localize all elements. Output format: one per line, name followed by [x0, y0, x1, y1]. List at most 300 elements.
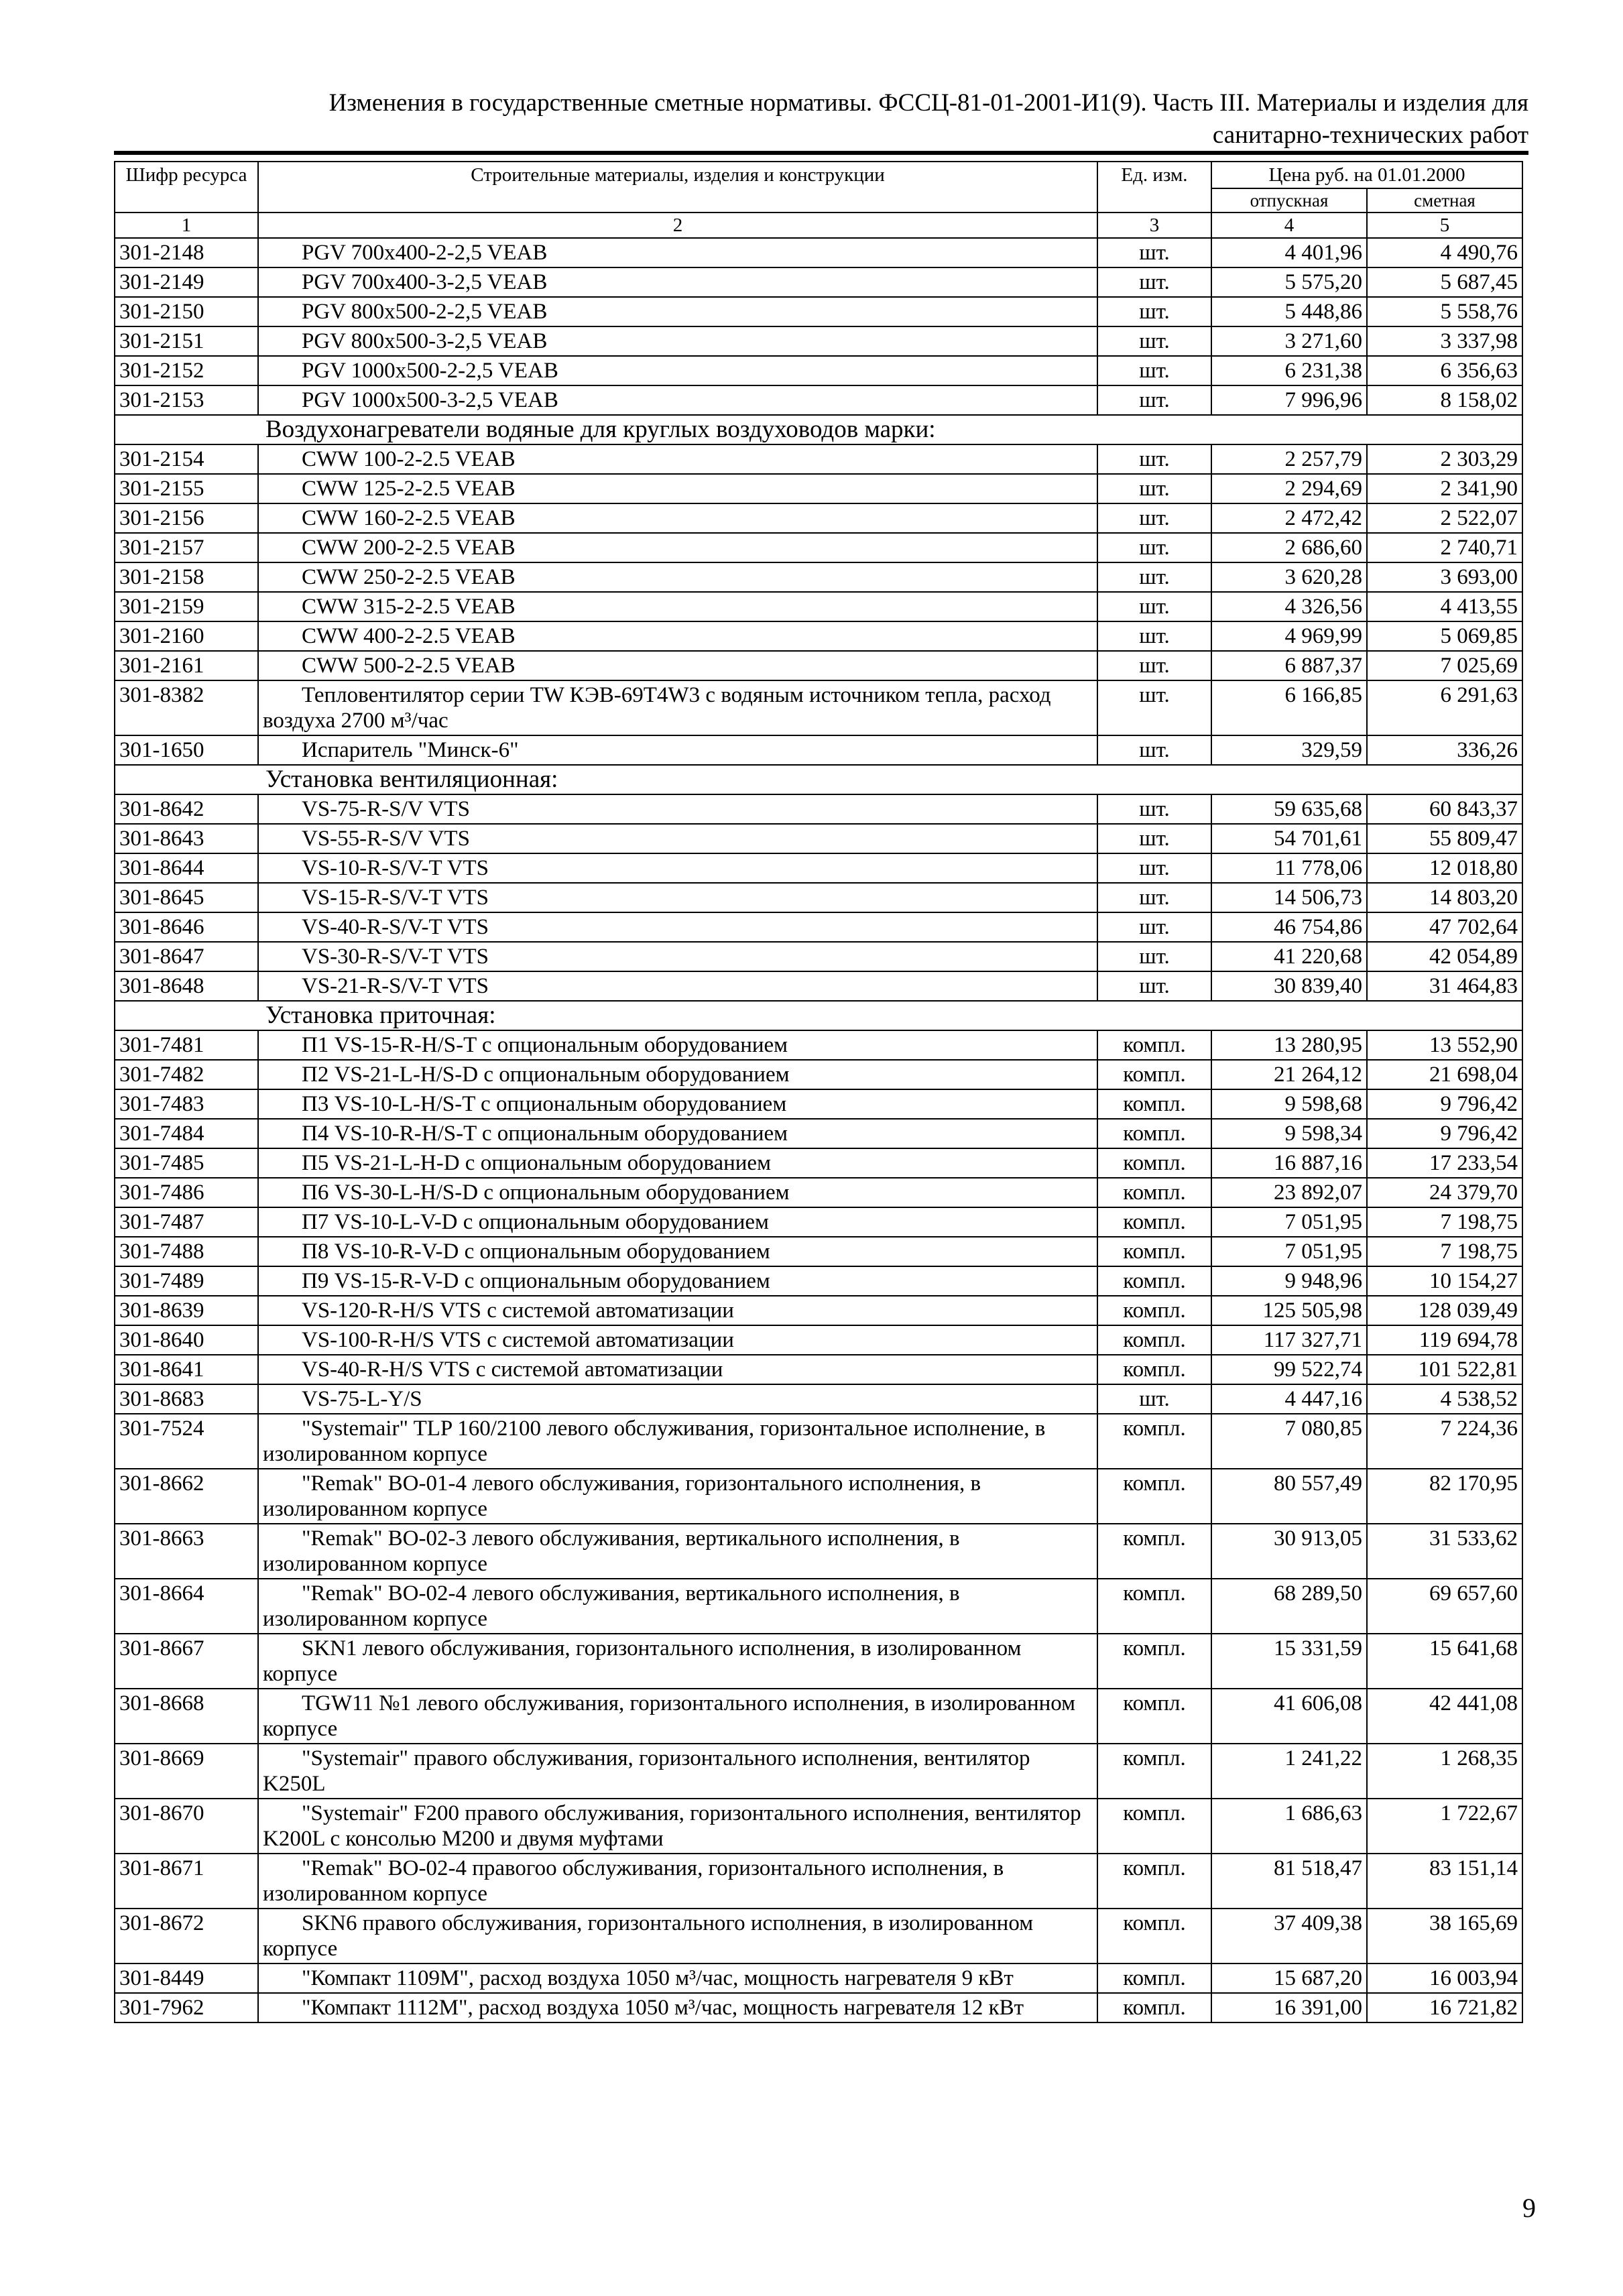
material-name — [258, 1524, 1097, 1579]
table-row — [115, 385, 1522, 415]
release-price: 13 280,95 — [1211, 1030, 1367, 1060]
material-name-text: CWW 250-2-2.5 VEAB — [302, 565, 516, 589]
estimate-price: 119 694,78 — [1367, 1325, 1522, 1355]
estimate-price: 82 170,95 — [1367, 1469, 1522, 1524]
table-row — [115, 853, 1522, 883]
material-name-text: П7 VS-10-L-V-D с опциональным оборудованием — [302, 1210, 769, 1234]
estimate-price: 15 641,68 — [1367, 1634, 1522, 1689]
material-name-text: TGW11 №1 левого обслуживания, горизонтального исполнения, в изолированном корпусе — [263, 1691, 1076, 1741]
material-name — [258, 942, 1097, 971]
resource-code: 301-8664 — [115, 1579, 258, 1634]
estimate-price: 2 303,29 — [1367, 444, 1522, 474]
estimate-price: 10 154,27 — [1367, 1266, 1522, 1296]
resource-code: 301-2153 — [115, 385, 258, 415]
unit-of-measure: компл. — [1097, 1089, 1211, 1119]
table-row — [115, 883, 1522, 912]
material-name — [258, 1744, 1097, 1799]
resource-code: 301-7485 — [115, 1148, 258, 1178]
material-name-text: "Remak" BO-01-4 левого обслуживания, горизонтального исполнения, в изолированном корпусе — [263, 1471, 981, 1521]
table-row — [115, 1634, 1522, 1689]
material-name-text: SKN6 правого обслуживания, горизонтального исполнения, в изолированном корпусе — [263, 1911, 1034, 1961]
table-row — [115, 1207, 1522, 1237]
release-price: 1 241,22 — [1211, 1744, 1367, 1799]
material-name — [258, 238, 1097, 267]
estimate-price: 2 740,71 — [1367, 533, 1522, 562]
table-body — [115, 238, 1522, 2022]
col-header-price-group: Цена руб. на 01.01.2000 — [1211, 162, 1522, 188]
release-price: 68 289,50 — [1211, 1579, 1367, 1634]
section-title — [115, 1001, 1522, 1030]
table-row — [115, 1854, 1522, 1909]
col-number: 5 — [1367, 213, 1522, 238]
table-row — [115, 1993, 1522, 2022]
section-title-text: Установка приточная: — [265, 1002, 496, 1029]
estimate-price: 9 796,42 — [1367, 1089, 1522, 1119]
resource-code: 301-2161 — [115, 651, 258, 680]
material-name — [258, 1207, 1097, 1237]
material-name — [258, 1799, 1097, 1854]
col-number: 3 — [1097, 213, 1211, 238]
estimate-price: 42 054,89 — [1367, 942, 1522, 971]
material-name — [258, 562, 1097, 592]
table-row — [115, 297, 1522, 326]
material-name — [258, 385, 1097, 415]
unit-of-measure: шт. — [1097, 503, 1211, 533]
table-row — [115, 444, 1522, 474]
release-price: 5 448,86 — [1211, 297, 1367, 326]
unit-of-measure: шт. — [1097, 267, 1211, 297]
material-name — [258, 1854, 1097, 1909]
material-name-text: PGV 700x400-2-2,5 VEAB — [302, 241, 548, 265]
table-row — [115, 267, 1522, 297]
unit-of-measure: компл. — [1097, 1325, 1211, 1355]
material-name-text: VS-40-R-S/V-T VTS — [302, 915, 489, 939]
resource-code: 301-2155 — [115, 474, 258, 503]
resource-code: 301-2151 — [115, 326, 258, 356]
material-name — [258, 533, 1097, 562]
estimate-price: 4 538,52 — [1367, 1384, 1522, 1414]
release-price: 15 687,20 — [1211, 1963, 1367, 1993]
release-price: 54 701,61 — [1211, 824, 1367, 853]
resource-code: 301-8662 — [115, 1469, 258, 1524]
unit-of-measure: шт. — [1097, 326, 1211, 356]
material-name-text: CWW 200-2-2.5 VEAB — [302, 536, 516, 560]
estimate-price: 1 722,67 — [1367, 1799, 1522, 1854]
material-name-text: П5 VS-21-L-H-D с опциональным оборудованием — [302, 1151, 771, 1175]
estimate-price: 1 268,35 — [1367, 1744, 1522, 1799]
material-name — [258, 735, 1097, 765]
table-row — [115, 1469, 1522, 1524]
material-name — [258, 297, 1097, 326]
resource-code: 301-8668 — [115, 1689, 258, 1744]
unit-of-measure: шт. — [1097, 883, 1211, 912]
material-name — [258, 592, 1097, 621]
resource-code: 301-7486 — [115, 1178, 258, 1207]
table-row — [115, 503, 1522, 533]
material-name — [258, 1963, 1097, 1993]
estimate-price: 8 158,02 — [1367, 385, 1522, 415]
table-row — [115, 1355, 1522, 1384]
table-row — [115, 942, 1522, 971]
resource-code: 301-8645 — [115, 883, 258, 912]
table-row — [115, 651, 1522, 680]
resource-code: 301-8683 — [115, 1384, 258, 1414]
table-row — [115, 592, 1522, 621]
resource-code: 301-8646 — [115, 912, 258, 942]
resource-code: 301-2157 — [115, 533, 258, 562]
release-price: 125 505,98 — [1211, 1296, 1367, 1325]
material-name — [258, 651, 1097, 680]
table-row — [115, 1799, 1522, 1854]
material-name-text: VS-10-R-S/V-T VTS — [302, 856, 489, 880]
col-header-release-price: отпускная — [1211, 188, 1367, 213]
unit-of-measure: шт. — [1097, 971, 1211, 1001]
resource-code: 301-2152 — [115, 356, 258, 385]
unit-of-measure: шт. — [1097, 356, 1211, 385]
table-row — [115, 1744, 1522, 1799]
material-name — [258, 1355, 1097, 1384]
table-row — [115, 1579, 1522, 1634]
material-name — [258, 326, 1097, 356]
unit-of-measure: компл. — [1097, 1060, 1211, 1089]
unit-of-measure: шт. — [1097, 735, 1211, 765]
resource-code: 301-7484 — [115, 1119, 258, 1148]
table-row — [115, 735, 1522, 765]
col-header-code: Шифр ресурса — [115, 162, 258, 213]
material-name — [258, 1689, 1097, 1744]
material-name — [258, 444, 1097, 474]
material-name — [258, 1296, 1097, 1325]
unit-of-measure: компл. — [1097, 1355, 1211, 1384]
release-price: 15 331,59 — [1211, 1634, 1367, 1689]
unit-of-measure: компл. — [1097, 1909, 1211, 1963]
unit-of-measure: компл. — [1097, 1148, 1211, 1178]
unit-of-measure: компл. — [1097, 1414, 1211, 1469]
release-price: 7 996,96 — [1211, 385, 1367, 415]
material-name — [258, 971, 1097, 1001]
release-price: 6 887,37 — [1211, 651, 1367, 680]
material-name-text: VS-120-R-H/S VTS с системой автоматизации — [302, 1298, 734, 1323]
release-price: 81 518,47 — [1211, 1854, 1367, 1909]
resource-code: 301-8670 — [115, 1799, 258, 1854]
material-name-text: П8 VS-10-R-V-D с опциональным оборудованием — [302, 1240, 770, 1264]
release-price: 4 401,96 — [1211, 238, 1367, 267]
material-name-text: "Remak" BO-02-4 левого обслуживания, вертикального исполнения, в изолированном корпусе — [263, 1581, 960, 1631]
material-name — [258, 1089, 1097, 1119]
release-price: 16 887,16 — [1211, 1148, 1367, 1178]
estimate-price: 6 356,63 — [1367, 356, 1522, 385]
resource-code: 301-7524 — [115, 1414, 258, 1469]
unit-of-measure: компл. — [1097, 1237, 1211, 1266]
unit-of-measure: шт. — [1097, 533, 1211, 562]
estimate-price: 14 803,20 — [1367, 883, 1522, 912]
material-name-text: VS-21-R-S/V-T VTS — [302, 974, 489, 998]
material-name — [258, 1414, 1097, 1469]
unit-of-measure: шт. — [1097, 680, 1211, 735]
table-row — [115, 1689, 1522, 1744]
col-number: 4 — [1211, 213, 1367, 238]
release-price: 9 598,68 — [1211, 1089, 1367, 1119]
material-name — [258, 356, 1097, 385]
release-price: 4 447,16 — [1211, 1384, 1367, 1414]
table-row — [115, 1414, 1522, 1469]
table-row — [115, 1909, 1522, 1963]
material-name — [258, 824, 1097, 853]
material-name-text: VS-15-R-S/V-T VTS — [302, 886, 489, 910]
header-line-1: Изменения в государственные сметные нормативы. ФССЦ-81-01-2001-И1(9). Часть III. Материалы и изделия для — [328, 89, 1528, 117]
unit-of-measure: компл. — [1097, 1854, 1211, 1909]
resource-code: 301-7487 — [115, 1207, 258, 1237]
release-price: 117 327,71 — [1211, 1325, 1367, 1355]
resource-code: 301-8667 — [115, 1634, 258, 1689]
col-header-unit: Ед. изм. — [1097, 162, 1211, 213]
table-row — [115, 680, 1522, 735]
estimate-price: 13 552,90 — [1367, 1030, 1522, 1060]
unit-of-measure: шт. — [1097, 297, 1211, 326]
material-name-text: CWW 400-2-2.5 VEAB — [302, 624, 516, 648]
resource-code: 301-2159 — [115, 592, 258, 621]
resource-code: 301-7962 — [115, 1993, 258, 2022]
resource-code: 301-2148 — [115, 238, 258, 267]
unit-of-measure: шт. — [1097, 912, 1211, 942]
material-name-text: SKN1 левого обслуживания, горизонтального исполнения, в изолированном корпусе — [263, 1636, 1022, 1686]
estimate-price: 24 379,70 — [1367, 1178, 1522, 1207]
unit-of-measure: компл. — [1097, 1744, 1211, 1799]
material-name-text: VS-30-R-S/V-T VTS — [302, 945, 489, 969]
col-header-name: Строительные материалы, изделия и конструкции — [258, 162, 1097, 213]
release-price: 37 409,38 — [1211, 1909, 1367, 1963]
material-name — [258, 794, 1097, 824]
release-price: 41 606,08 — [1211, 1689, 1367, 1744]
table-row — [115, 1148, 1522, 1178]
material-name-text: "Systemair" TLP 160/2100 левого обслуживания, горизонтальное исполнение, в изолированном корпусе — [263, 1416, 1046, 1466]
unit-of-measure: шт. — [1097, 942, 1211, 971]
estimate-price: 31 464,83 — [1367, 971, 1522, 1001]
material-name-text: П2 VS-21-L-H/S-D с опциональным оборудованием — [302, 1063, 790, 1087]
resource-code: 301-7488 — [115, 1237, 258, 1266]
material-name — [258, 1237, 1097, 1266]
estimate-price: 31 533,62 — [1367, 1524, 1522, 1579]
material-name-text: CWW 100-2-2.5 VEAB — [302, 447, 516, 471]
release-price: 46 754,86 — [1211, 912, 1367, 942]
estimate-price: 3 337,98 — [1367, 326, 1522, 356]
estimate-price: 2 522,07 — [1367, 503, 1522, 533]
resource-code: 301-2149 — [115, 267, 258, 297]
resource-code: 301-8647 — [115, 942, 258, 971]
release-price: 4 969,99 — [1211, 621, 1367, 651]
section-title-text: Воздухонагреватели водяные для круглых воздуховодов марки: — [265, 416, 936, 443]
estimate-price: 16 721,82 — [1367, 1993, 1522, 2022]
unit-of-measure: шт. — [1097, 238, 1211, 267]
material-name-text: "Компакт 1112М", расход воздуха 1050 м³/час, мощность нагревателя 12 кВт — [302, 1996, 1024, 2020]
col-number: 1 — [115, 213, 258, 238]
release-price: 2 472,42 — [1211, 503, 1367, 533]
release-price: 14 506,73 — [1211, 883, 1367, 912]
release-price: 7 051,95 — [1211, 1237, 1367, 1266]
material-name-text: PGV 800x500-3-2,5 VEAB — [302, 329, 548, 353]
table-row — [115, 1089, 1522, 1119]
col-header-estimate-price: сметная — [1367, 188, 1522, 213]
resource-code: 301-8644 — [115, 853, 258, 883]
resource-code: 301-8648 — [115, 971, 258, 1001]
estimate-price: 5 069,85 — [1367, 621, 1522, 651]
material-name — [258, 1178, 1097, 1207]
resource-code: 301-7481 — [115, 1030, 258, 1060]
material-name-text: Испаритель "Минск-6" — [302, 738, 519, 762]
estimate-price: 9 796,42 — [1367, 1119, 1522, 1148]
estimate-price: 83 151,14 — [1367, 1854, 1522, 1909]
unit-of-measure: шт. — [1097, 1384, 1211, 1414]
material-name — [258, 1634, 1097, 1689]
material-name-text: "Systemair" правого обслуживания, горизонтального исполнения, вентилятор K250L — [263, 1746, 1030, 1796]
release-price: 23 892,07 — [1211, 1178, 1367, 1207]
table-row — [115, 1119, 1522, 1148]
estimate-price: 4 490,76 — [1367, 238, 1522, 267]
resource-code: 301-7483 — [115, 1089, 258, 1119]
release-price: 5 575,20 — [1211, 267, 1367, 297]
section-row — [115, 415, 1522, 444]
material-name — [258, 621, 1097, 651]
resource-code: 301-2160 — [115, 621, 258, 651]
material-name — [258, 503, 1097, 533]
table-row — [115, 1296, 1522, 1325]
resource-code: 301-2150 — [115, 297, 258, 326]
resource-code: 301-8639 — [115, 1296, 258, 1325]
unit-of-measure: компл. — [1097, 1524, 1211, 1579]
release-price: 2 294,69 — [1211, 474, 1367, 503]
material-name — [258, 883, 1097, 912]
unit-of-measure: компл. — [1097, 1178, 1211, 1207]
material-name-text: VS-55-R-S/V VTS — [302, 827, 470, 851]
estimate-price: 5 687,45 — [1367, 267, 1522, 297]
table-row — [115, 326, 1522, 356]
material-name — [258, 1060, 1097, 1089]
release-price: 59 635,68 — [1211, 794, 1367, 824]
resource-code: 301-8643 — [115, 824, 258, 853]
material-name — [258, 267, 1097, 297]
unit-of-measure: шт. — [1097, 562, 1211, 592]
table-row — [115, 1325, 1522, 1355]
header-rule — [114, 151, 1528, 155]
material-name-text: П3 VS-10-L-H/S-T с опциональным оборудованием — [302, 1092, 787, 1116]
unit-of-measure: компл. — [1097, 1296, 1211, 1325]
material-name-text: VS-75-R-S/V VTS — [302, 797, 470, 821]
unit-of-measure: шт. — [1097, 444, 1211, 474]
section-title — [115, 765, 1522, 794]
unit-of-measure: компл. — [1097, 1119, 1211, 1148]
resource-code: 301-8663 — [115, 1524, 258, 1579]
unit-of-measure: компл. — [1097, 1469, 1211, 1524]
release-price: 2 257,79 — [1211, 444, 1367, 474]
release-price: 1 686,63 — [1211, 1799, 1367, 1854]
estimate-price: 7 025,69 — [1367, 651, 1522, 680]
resource-code: 301-8640 — [115, 1325, 258, 1355]
material-name-text: П1 VS-15-R-H/S-T с опциональным оборудованием — [302, 1033, 788, 1057]
estimate-price: 4 413,55 — [1367, 592, 1522, 621]
resource-code: 301-8449 — [115, 1963, 258, 1993]
material-name-text: PGV 700x400-3-2,5 VEAB — [302, 270, 548, 294]
material-name-text: VS-100-R-H/S VTS с системой автоматизации — [302, 1328, 734, 1352]
table-row — [115, 1030, 1522, 1060]
material-name — [258, 1993, 1097, 2022]
material-name — [258, 1579, 1097, 1634]
table-row — [115, 794, 1522, 824]
unit-of-measure: компл. — [1097, 1799, 1211, 1854]
material-name-text: PGV 1000x500-2-2,5 VEAB — [302, 359, 558, 383]
material-name-text: CWW 500-2-2.5 VEAB — [302, 654, 516, 678]
estimate-price: 16 003,94 — [1367, 1963, 1522, 1993]
release-price: 9 598,34 — [1211, 1119, 1367, 1148]
estimate-price: 101 522,81 — [1367, 1355, 1522, 1384]
section-title — [115, 415, 1522, 444]
release-price: 6 166,85 — [1211, 680, 1367, 735]
table-row — [115, 238, 1522, 267]
price-table — [114, 161, 1523, 2023]
unit-of-measure: компл. — [1097, 1579, 1211, 1634]
estimate-price: 17 233,54 — [1367, 1148, 1522, 1178]
section-row — [115, 765, 1522, 794]
resource-code: 301-7482 — [115, 1060, 258, 1089]
material-name-text: VS-75-L-Y/S — [302, 1387, 422, 1411]
estimate-price: 5 558,76 — [1367, 297, 1522, 326]
table-row — [115, 1266, 1522, 1296]
estimate-price: 47 702,64 — [1367, 912, 1522, 942]
release-price: 7 051,95 — [1211, 1207, 1367, 1237]
release-price: 41 220,68 — [1211, 942, 1367, 971]
resource-code: 301-1650 — [115, 735, 258, 765]
resource-code: 301-2158 — [115, 562, 258, 592]
section-row — [115, 1001, 1522, 1030]
material-name — [258, 1030, 1097, 1060]
unit-of-measure: компл. — [1097, 1993, 1211, 2022]
table-row — [115, 1178, 1522, 1207]
unit-of-measure: компл. — [1097, 1207, 1211, 1237]
material-name — [258, 1325, 1097, 1355]
material-name — [258, 1469, 1097, 1524]
estimate-price: 55 809,47 — [1367, 824, 1522, 853]
unit-of-measure: компл. — [1097, 1689, 1211, 1744]
material-name-text: Тепловентилятор серии TW КЭВ-69Т4W3 с водяным источником тепла, расход воздуха 2700 м³/час — [263, 683, 1051, 733]
unit-of-measure: шт. — [1097, 853, 1211, 883]
unit-of-measure: шт. — [1097, 474, 1211, 503]
resource-code: 301-8641 — [115, 1355, 258, 1384]
table-row — [115, 1060, 1522, 1089]
unit-of-measure: шт. — [1097, 385, 1211, 415]
table-row — [115, 1237, 1522, 1266]
section-title-text: Установка вентиляционная: — [265, 766, 558, 793]
material-name-text: "Компакт 1109М", расход воздуха 1050 м³/час, мощность нагревателя 9 кВт — [302, 1966, 1014, 1990]
resource-code: 301-7489 — [115, 1266, 258, 1296]
release-price: 99 522,74 — [1211, 1355, 1367, 1384]
estimate-price: 38 165,69 — [1367, 1909, 1522, 1963]
estimate-price: 60 843,37 — [1367, 794, 1522, 824]
material-name-text: П9 VS-15-R-V-D с опциональным оборудованием — [302, 1269, 770, 1293]
resource-code: 301-8669 — [115, 1744, 258, 1799]
resource-code: 301-8671 — [115, 1854, 258, 1909]
material-name-text: "Systemair" F200 правого обслуживания, горизонтального исполнения, вентилятор K200L с консолью M200 и двумя муфтами — [263, 1801, 1081, 1851]
table-row — [115, 562, 1522, 592]
table-row — [115, 474, 1522, 503]
release-price: 7 080,85 — [1211, 1414, 1367, 1469]
release-price: 9 948,96 — [1211, 1266, 1367, 1296]
material-name — [258, 680, 1097, 735]
release-price: 3 271,60 — [1211, 326, 1367, 356]
col-number: 2 — [258, 213, 1097, 238]
material-name-text: PGV 800x500-2-2,5 VEAB — [302, 300, 548, 324]
estimate-price: 7 224,36 — [1367, 1414, 1522, 1469]
unit-of-measure: компл. — [1097, 1030, 1211, 1060]
page-number: 9 — [1522, 2193, 1536, 2223]
